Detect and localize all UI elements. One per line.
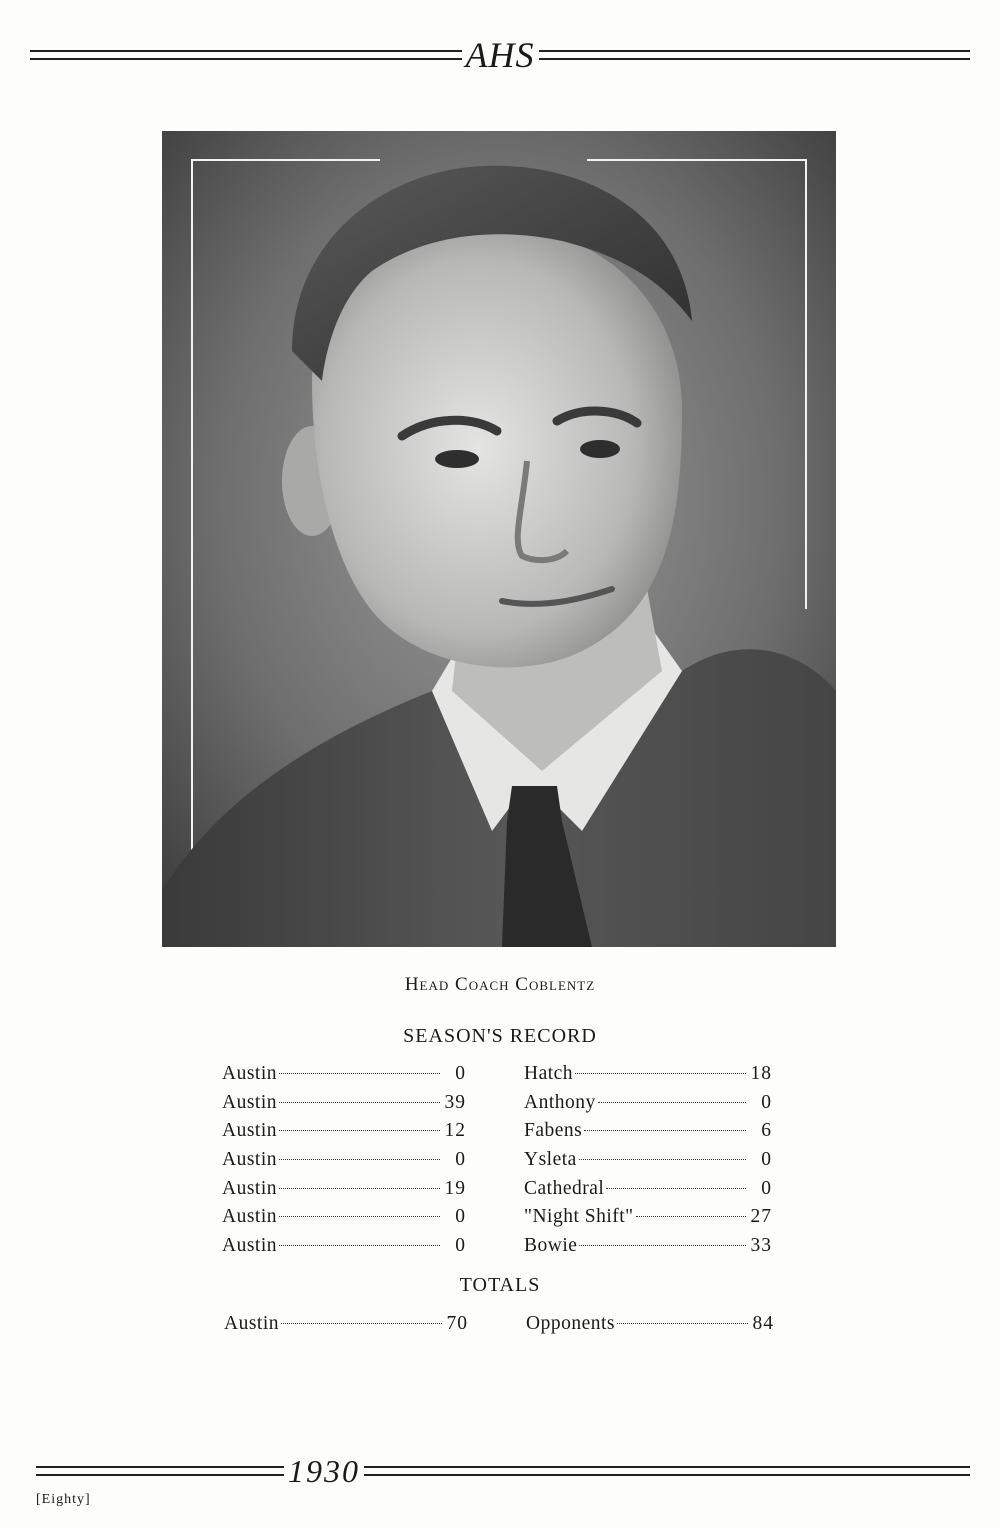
opponent-name: "Night Shift" bbox=[524, 1206, 634, 1228]
header-rule-left bbox=[30, 50, 462, 60]
team-name: Austin bbox=[222, 1120, 278, 1142]
team-score: 0 bbox=[455, 1235, 466, 1257]
dot-leader bbox=[579, 1159, 746, 1160]
dot-leader bbox=[575, 1073, 746, 1074]
dot-leader bbox=[279, 1073, 440, 1074]
game-row bbox=[222, 1149, 774, 1178]
opponent-name: Ysleta bbox=[524, 1149, 577, 1171]
team-name: Austin bbox=[222, 1091, 278, 1113]
dot-leader bbox=[636, 1216, 746, 1217]
photo-caption: Head Coach Coblentz bbox=[404, 974, 596, 995]
opponent-score: 33 bbox=[750, 1235, 772, 1257]
opponent-score: 27 bbox=[750, 1206, 772, 1228]
team-name: Austin bbox=[222, 1149, 278, 1171]
team-name: Austin bbox=[224, 1313, 280, 1334]
team-name: Austin bbox=[222, 1177, 278, 1199]
dot-leader bbox=[598, 1102, 746, 1103]
team-name: Austin bbox=[222, 1206, 278, 1228]
dot-leader bbox=[279, 1216, 440, 1217]
opponent-name: Bowie bbox=[524, 1235, 578, 1257]
team-total-score: 70 bbox=[446, 1313, 468, 1334]
coach-portrait-photo bbox=[162, 131, 836, 947]
dot-leader bbox=[279, 1188, 440, 1189]
season-record-title: SEASON'S RECORD bbox=[403, 1025, 597, 1047]
opponents-label: Opponents bbox=[526, 1313, 615, 1334]
game-row bbox=[222, 1092, 774, 1121]
opponent-score: 18 bbox=[750, 1063, 772, 1084]
team-score: 39 bbox=[444, 1091, 466, 1113]
footer-rule-left bbox=[36, 1466, 284, 1476]
season-record-table bbox=[222, 1063, 774, 1264]
game-row bbox=[222, 1178, 774, 1207]
team-name: Austin bbox=[222, 1063, 278, 1084]
game-row bbox=[222, 1063, 774, 1092]
team-score: 12 bbox=[444, 1120, 466, 1142]
opponent-score: 6 bbox=[761, 1120, 772, 1142]
opponent-name: Anthony bbox=[524, 1091, 596, 1113]
opponent-score: 0 bbox=[761, 1149, 772, 1171]
totals-row bbox=[224, 1313, 776, 1342]
opponent-name: Cathedral bbox=[524, 1177, 605, 1199]
page-footer bbox=[36, 1448, 970, 1494]
dot-leader bbox=[617, 1323, 748, 1324]
totals-table bbox=[224, 1313, 776, 1342]
team-name: Austin bbox=[222, 1235, 278, 1257]
footer-year: 1930 bbox=[288, 1453, 360, 1489]
totals-title: TOTALS bbox=[459, 1274, 541, 1296]
dot-leader bbox=[606, 1188, 746, 1189]
dot-leader bbox=[281, 1323, 442, 1324]
game-row bbox=[222, 1206, 774, 1235]
dot-leader bbox=[279, 1102, 440, 1103]
header-rule-right bbox=[539, 50, 971, 60]
opponent-score: 0 bbox=[761, 1091, 772, 1113]
header-title: AHS bbox=[465, 35, 535, 75]
game-row bbox=[222, 1235, 774, 1264]
opponent-name: Hatch bbox=[524, 1063, 574, 1084]
dot-leader bbox=[279, 1245, 440, 1246]
opponents-total-score: 84 bbox=[752, 1313, 774, 1334]
page-header bbox=[30, 30, 970, 80]
footer-rule-right bbox=[364, 1466, 970, 1476]
team-score: 0 bbox=[455, 1149, 466, 1171]
team-score: 0 bbox=[455, 1206, 466, 1228]
dot-leader bbox=[279, 1159, 440, 1160]
opponent-score: 0 bbox=[761, 1177, 772, 1199]
opponent-name: Fabens bbox=[524, 1120, 583, 1142]
team-score: 0 bbox=[455, 1063, 466, 1084]
game-row bbox=[222, 1120, 774, 1149]
team-score: 19 bbox=[444, 1177, 466, 1199]
dot-leader bbox=[584, 1130, 746, 1131]
dot-leader bbox=[579, 1245, 746, 1246]
page-number: [Eighty] bbox=[36, 1492, 91, 1507]
dot-leader bbox=[279, 1130, 440, 1131]
